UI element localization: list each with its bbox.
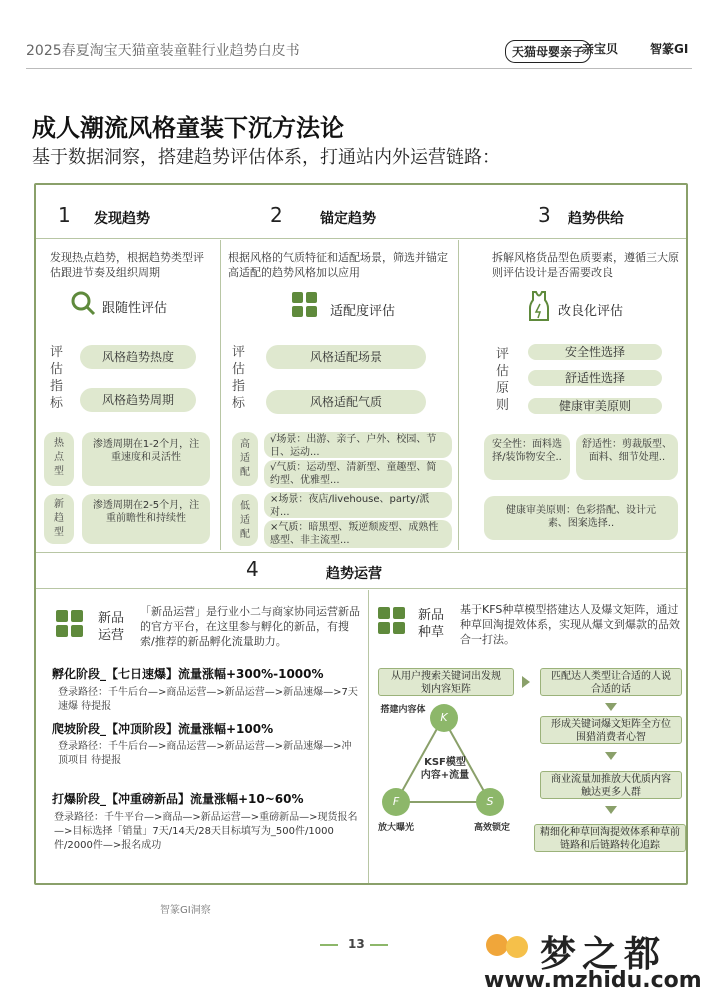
stage-incubation-path: 登录路径：千牛后台—>商品运营—>新品运营—>新品速爆—>7天速爆 待提报: [58, 687, 358, 712]
col3-pill-aesthetic: 健康审美原则: [528, 398, 662, 414]
col3-pill-safety: 安全性选择: [528, 344, 662, 360]
flow-right-1: 匹配达人类型让合适的人说合适的话: [540, 668, 682, 696]
search-icon: [70, 290, 96, 316]
tmall-baby-logo: 天猫母婴亲子: [505, 40, 591, 63]
ksf-f-label: 放大曝光: [378, 823, 415, 833]
col3-pill-comfort: 舒适性选择: [528, 370, 662, 386]
col2-label-low: 低适配: [232, 494, 258, 546]
page-num-dash-right: [370, 944, 388, 946]
step-2-title: 锚定趋势: [320, 211, 376, 227]
step-3-number: 3: [538, 203, 551, 227]
row4-divider-bottom: [36, 588, 686, 589]
grid-icon: [56, 610, 84, 638]
page-number: 13: [348, 937, 365, 951]
ksf-s-label: 高效锁定: [474, 823, 511, 833]
ksf-k-label: 搭建内容体: [380, 705, 426, 715]
stage-climb-path: 登录路径：千牛后台—>商品运营—>新品运营—>新品速爆—>冲顶项目 待提报: [58, 741, 352, 766]
col3-desc: 拆解风格货品型色质要素，遵循三大原则评估设计是否需要改良: [492, 251, 679, 279]
step-1-number: 1: [58, 203, 71, 227]
col2-pill-temper: 风格适配气质: [266, 390, 426, 414]
arrow-down-icon: [605, 806, 617, 814]
newprod-desc: 「新品运营」是行业小二与商家协同运营新品的官方平台，在这里参与孵化的新品，有搜索/推荐的新品孵化流量助力。: [140, 605, 360, 648]
zhizhuan-logo: 智篆GI: [650, 42, 689, 56]
col1-label-hot: 热点型: [44, 432, 74, 486]
page-title: 成人潮流风格童装下沉方法论: [32, 114, 344, 142]
step-4-number: 4: [246, 557, 259, 581]
newprod-label: 新品运营: [98, 611, 125, 643]
stage-climb-title: 爬坡阶段_【冲顶阶段】流量涨幅+100%: [52, 722, 274, 736]
col1-label-new: 新趋型: [44, 494, 74, 544]
ksf-f-node: F: [382, 788, 410, 816]
col2-pill-scene: 风格适配场景: [266, 345, 426, 369]
col2-desc: 根据风格的气质特征和适配场景，筛选并锚定高适配的趋势风格加以应用: [228, 251, 448, 279]
page-subtitle: 基于数据洞察，搭建趋势评估体系，打通站内外运营链路：: [32, 147, 500, 168]
col2-label-high: 高适配: [232, 432, 258, 486]
col2-low-temper: ×气质：暗黑型、叛逆颓废型、成熟性感型、非主流型...: [264, 520, 452, 548]
col3-box-comfort: 舒适性：剪裁版型、面料、细节处理..: [576, 434, 678, 480]
arrow-down-icon: [605, 703, 617, 711]
col3-icon-label: 改良化评估: [558, 304, 624, 319]
step-4-title: 趋势运营: [326, 566, 382, 582]
stage-incubation-title: 孵化阶段_【七日速爆】流量涨幅+300%-1000%: [52, 667, 324, 681]
watermark-logo-icon: [486, 934, 508, 956]
col2-high-temper: √气质：运动型、清新型、童趣型、简约型、优雅型...: [264, 460, 452, 488]
flow-right-3: 商业流量加推放大优质内容触达更多人群: [540, 771, 682, 799]
col2-icon-label: 适配度评估: [330, 304, 396, 319]
ksf-s-node: S: [476, 788, 504, 816]
flow-right-2: 形成关键词爆文矩阵全方位围猎消费者心智: [540, 716, 682, 744]
col1-pill-cycle: 风格趋势周期: [80, 388, 196, 412]
qinbaobei-logo: 亲宝贝: [582, 42, 619, 56]
col-divider-2: [458, 240, 459, 550]
watermark-logo-icon: [506, 936, 528, 958]
page-num-dash-left: [320, 944, 338, 946]
col1-desc: 发现热点趋势，根据趋势类型评估跟进节奏及组织周期: [50, 251, 204, 279]
col2-high-scene: √场景：出游、亲子、户外、校园、节日、运动...: [264, 432, 452, 458]
stage-burst-title: 打爆阶段_【冲重磅新品】流量涨幅+10~60%: [52, 792, 304, 806]
col1-pill-heat: 风格趋势热度: [80, 345, 196, 369]
watermark-text: 梦之都: [540, 934, 667, 975]
col2-low-scene: ×场景：夜店/livehouse、party/派对...: [264, 492, 452, 518]
col1-text-new: 渗透周期在2-5个月，注重前瞻性和持续性: [82, 494, 210, 544]
col1-vlabel: 评估指标: [50, 345, 64, 411]
col3-box-safety: 安全性：面料选择/装饰物安全..: [484, 434, 570, 480]
report-title: 2025春夏淘宝天猫童装童鞋行业趋势白皮书: [26, 43, 300, 59]
stage-burst-path: 登录路径：千牛平台—>商品—>新品运营—>重磅新品—>现货报名—>目标选择「销量」7天/14天/28天目标填写为_500件/1000件/2000件—>报名成功: [54, 812, 358, 851]
watermark-url: www.mzhidu.com: [484, 968, 702, 993]
header-divider: [26, 68, 692, 69]
step-2-number: 2: [270, 203, 283, 227]
col4-divider: [368, 590, 369, 883]
step-3-title: 趋势供给: [568, 211, 624, 227]
arrow-right-icon: [522, 676, 530, 688]
seed-desc: 基于KFS种草模型搭建达人及爆文矩阵，通过种草回淘提效体系，实现从爆文到爆款的品效合一打法。: [460, 603, 680, 646]
tank-top-icon: [528, 290, 550, 322]
flow-left-box: 从用户搜索关键词出发规划内容矩阵: [378, 668, 514, 696]
header-row-divider: [36, 238, 686, 239]
col1-text-hot: 渗透周期在1-2个月，注重速度和灵活性: [82, 432, 210, 486]
footer-source: 智篆GI洞察: [160, 905, 211, 916]
grid-icon: [378, 607, 406, 635]
ksf-center: KSF模型 内容+流量: [420, 757, 470, 781]
seed-label: 新品种草: [418, 608, 445, 640]
flow-right-4: 精细化种草回淘提效体系种草前链路和后链路转化追踪: [534, 824, 686, 852]
grid-icon: [292, 292, 318, 318]
col2-vlabel: 评估指标: [232, 345, 246, 411]
step-1-title: 发现趋势: [94, 211, 150, 227]
col3-box-aesthetic: 健康审美原则：色彩搭配、设计元素、图案选择..: [484, 496, 678, 540]
col-divider-1: [220, 240, 221, 550]
arrow-down-icon: [605, 752, 617, 760]
col1-icon-label: 跟随性评估: [102, 301, 168, 316]
row4-divider-top: [36, 552, 686, 553]
ksf-k-node: K: [430, 704, 458, 732]
col3-vlabel: 评估原则: [496, 347, 510, 413]
